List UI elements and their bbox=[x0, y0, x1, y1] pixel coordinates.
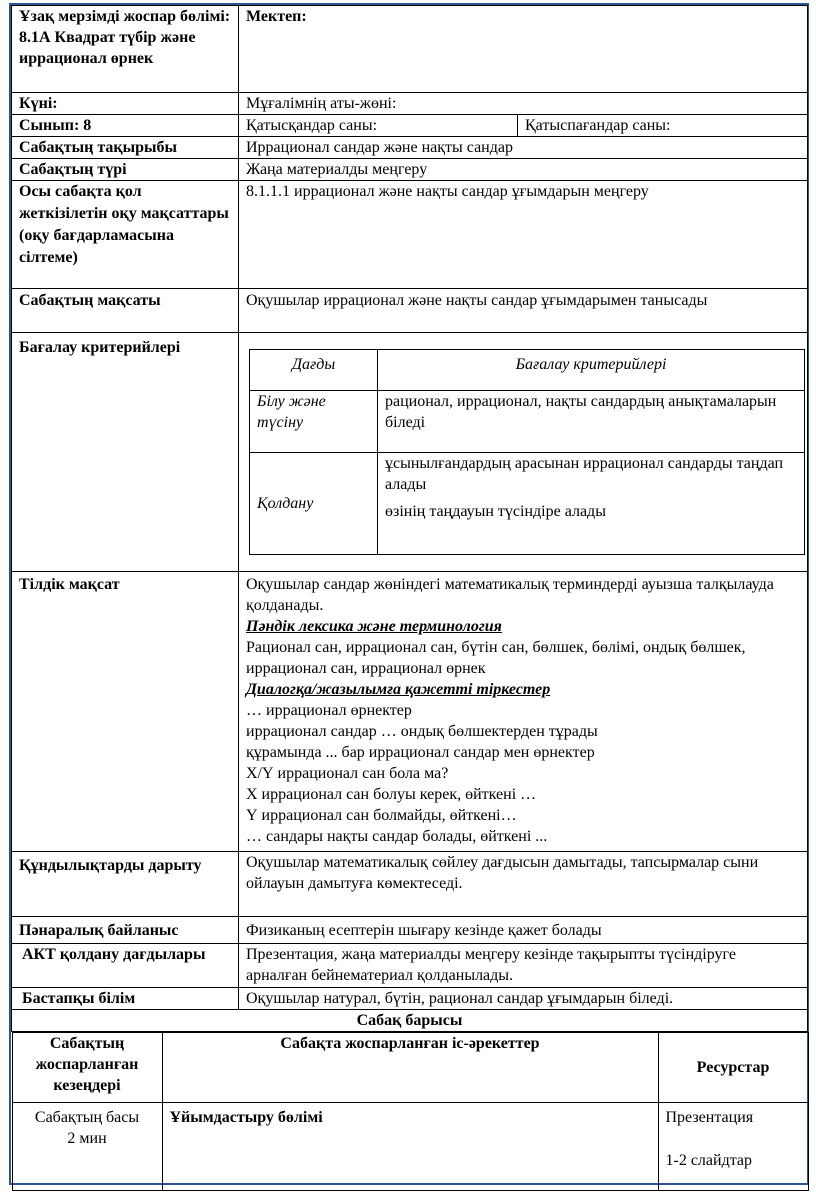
type-value: Жаңа материалды меңгеру bbox=[239, 159, 808, 181]
phrase-4: Х/Ү иррационал сан бола ма? bbox=[246, 765, 449, 782]
lexicon-text: Рационал сан, иррационал сан, бүтін сан, бөлшек, бөлімі, ондық бөлшек, иррационал сан, иррационал өрнек bbox=[246, 639, 746, 677]
type-label: Сабақтың түрі bbox=[12, 159, 239, 181]
criteria-row2-skill: Қолдану bbox=[250, 453, 378, 555]
flow-header-actions: Сабақта жоспарланған іс-әрекеттер bbox=[162, 1033, 658, 1103]
absent-cell bbox=[518, 115, 808, 137]
present-cell bbox=[239, 115, 518, 137]
language-label: Тілдік мақсат bbox=[12, 572, 239, 852]
phrase-1: … иррационал өрнектер bbox=[246, 702, 412, 719]
values-label: Құндылықтарды дарыту bbox=[12, 852, 239, 917]
long-term-value: 8.1А Квадрат түбір және иррационал өрнек bbox=[19, 29, 196, 67]
topic-label: Сабақтың тақырыбы bbox=[12, 137, 239, 159]
long-term-cell bbox=[12, 6, 239, 93]
criteria-row2-criteria-a: ұсынылғандардың арасынан иррационал сандарды таңдап алады bbox=[385, 455, 784, 493]
criteria-label: Бағалау критерийлері bbox=[12, 333, 239, 572]
teacher-label: Мұғалімнің аты-жөні: bbox=[246, 95, 397, 112]
flow-stage-1: Сабақтың басы bbox=[34, 1109, 140, 1126]
flow-table bbox=[12, 1032, 809, 1191]
date-cell bbox=[12, 93, 239, 115]
flow-resource-1b: 1-2 слайдтар bbox=[665, 1152, 753, 1169]
prior-label: Бастапқы білім bbox=[12, 988, 239, 1010]
phrase-5: Х иррационал сан болуы керек, өйткені … bbox=[246, 786, 537, 803]
school-label: Мектеп: bbox=[246, 8, 307, 25]
flow-section bbox=[12, 1032, 808, 1192]
flow-header-resources: Ресурстар bbox=[658, 1033, 808, 1103]
criteria-row1-skill: Білу және түсіну bbox=[250, 391, 378, 453]
objectives-label: Осы сабақта қол жеткізілетін оқу мақсаттары (оқу бағдарламасына сілтеме) bbox=[12, 181, 239, 289]
ict-label: АКТ қолдану дағдылары bbox=[12, 944, 239, 988]
school-cell bbox=[239, 6, 808, 93]
criteria-row1-criteria: рационал, иррационал, нақты сандардың анықтамаларын біледі bbox=[378, 391, 805, 453]
criteria-row2-criteria-b: өзінің таңдауын түсіндіре алады bbox=[385, 503, 606, 520]
phrase-3: құрамында ... бар иррационал сандар мен өрнектер bbox=[246, 744, 595, 761]
prior-text: Оқушылар натурал, бүтін, рационал сандар ұғымдарын біледі. bbox=[239, 988, 808, 1010]
objectives-value: 8.1.1.1 иррационал және нақты сандар ұғымдарын меңгеру bbox=[239, 181, 808, 289]
flow-action-1: Ұйымдастыру бөлімі bbox=[162, 1103, 658, 1191]
lesson-plan-table bbox=[11, 5, 808, 1191]
present-label: Қатысқандар саны: bbox=[246, 117, 378, 134]
class-label: Сынып: 8 bbox=[19, 117, 92, 134]
criteria-row2-criteria-cell bbox=[378, 453, 805, 555]
flow-title: Сабақ барысы bbox=[12, 1010, 808, 1032]
teacher-cell bbox=[239, 93, 808, 115]
criteria-header-skill: Дағды bbox=[250, 350, 378, 391]
lexicon-heading: Пәндік лексика және терминология bbox=[246, 618, 502, 635]
values-text: Оқушылар математикалық сөйлеу дағдысын дамытады, тапсырмалар сыни ойлауын дамытуға көмектеседі. bbox=[239, 852, 808, 917]
phrases-heading: Диалогқа/жазылымға қажетті тіркестер bbox=[246, 681, 551, 698]
flow-stage-cell bbox=[12, 1103, 162, 1191]
criteria-table bbox=[249, 349, 805, 555]
flow-resources-cell bbox=[658, 1103, 808, 1191]
absent-label: Қатыспағандар саны: bbox=[525, 117, 671, 134]
phrase-7: … сандары нақты сандар болады, өйткені ... bbox=[246, 828, 548, 845]
date-label: Күні: bbox=[19, 95, 58, 112]
language-cell bbox=[239, 572, 808, 852]
class-cell bbox=[12, 115, 239, 137]
flow-stage-1-time: 2 мин bbox=[67, 1130, 107, 1147]
cross-text: Физиканың есептерін шығару кезінде қажет болады bbox=[239, 917, 808, 944]
flow-resource-1a: Презентация bbox=[665, 1109, 754, 1126]
aim-value: Оқушылар иррационал және нақты сандар ұғымдарымен танысады bbox=[239, 289, 808, 333]
criteria-cell bbox=[239, 333, 808, 572]
criteria-header-criteria: Бағалау критерийлері bbox=[378, 350, 805, 391]
language-intro: Оқушылар сандар жөніндегі математикалық терминдерді ауызша талқылауда қолданады. bbox=[246, 576, 774, 614]
topic-value: Иррационал сандар және нақты сандар bbox=[239, 137, 808, 159]
phrase-6: Ү иррационал сан болмайды, өйткені… bbox=[246, 807, 517, 824]
cross-label: Пәнаралық байланыс bbox=[12, 917, 239, 944]
phrase-2: иррационал сандар … ондық бөлшектерден тұрады bbox=[246, 723, 598, 740]
ict-text: Презентация, жаңа материалды меңгеру кезінде тақырыпты түсіндіруге арналған бейнематериал қолданылады. bbox=[239, 944, 808, 988]
flow-header-stage: Сабақтың жоспарланған кезеңдері bbox=[12, 1033, 162, 1103]
long-term-label: Ұзақ мерзімді жоспар бөлімі: bbox=[19, 8, 231, 25]
aim-label: Сабақтың мақсаты bbox=[12, 289, 239, 333]
